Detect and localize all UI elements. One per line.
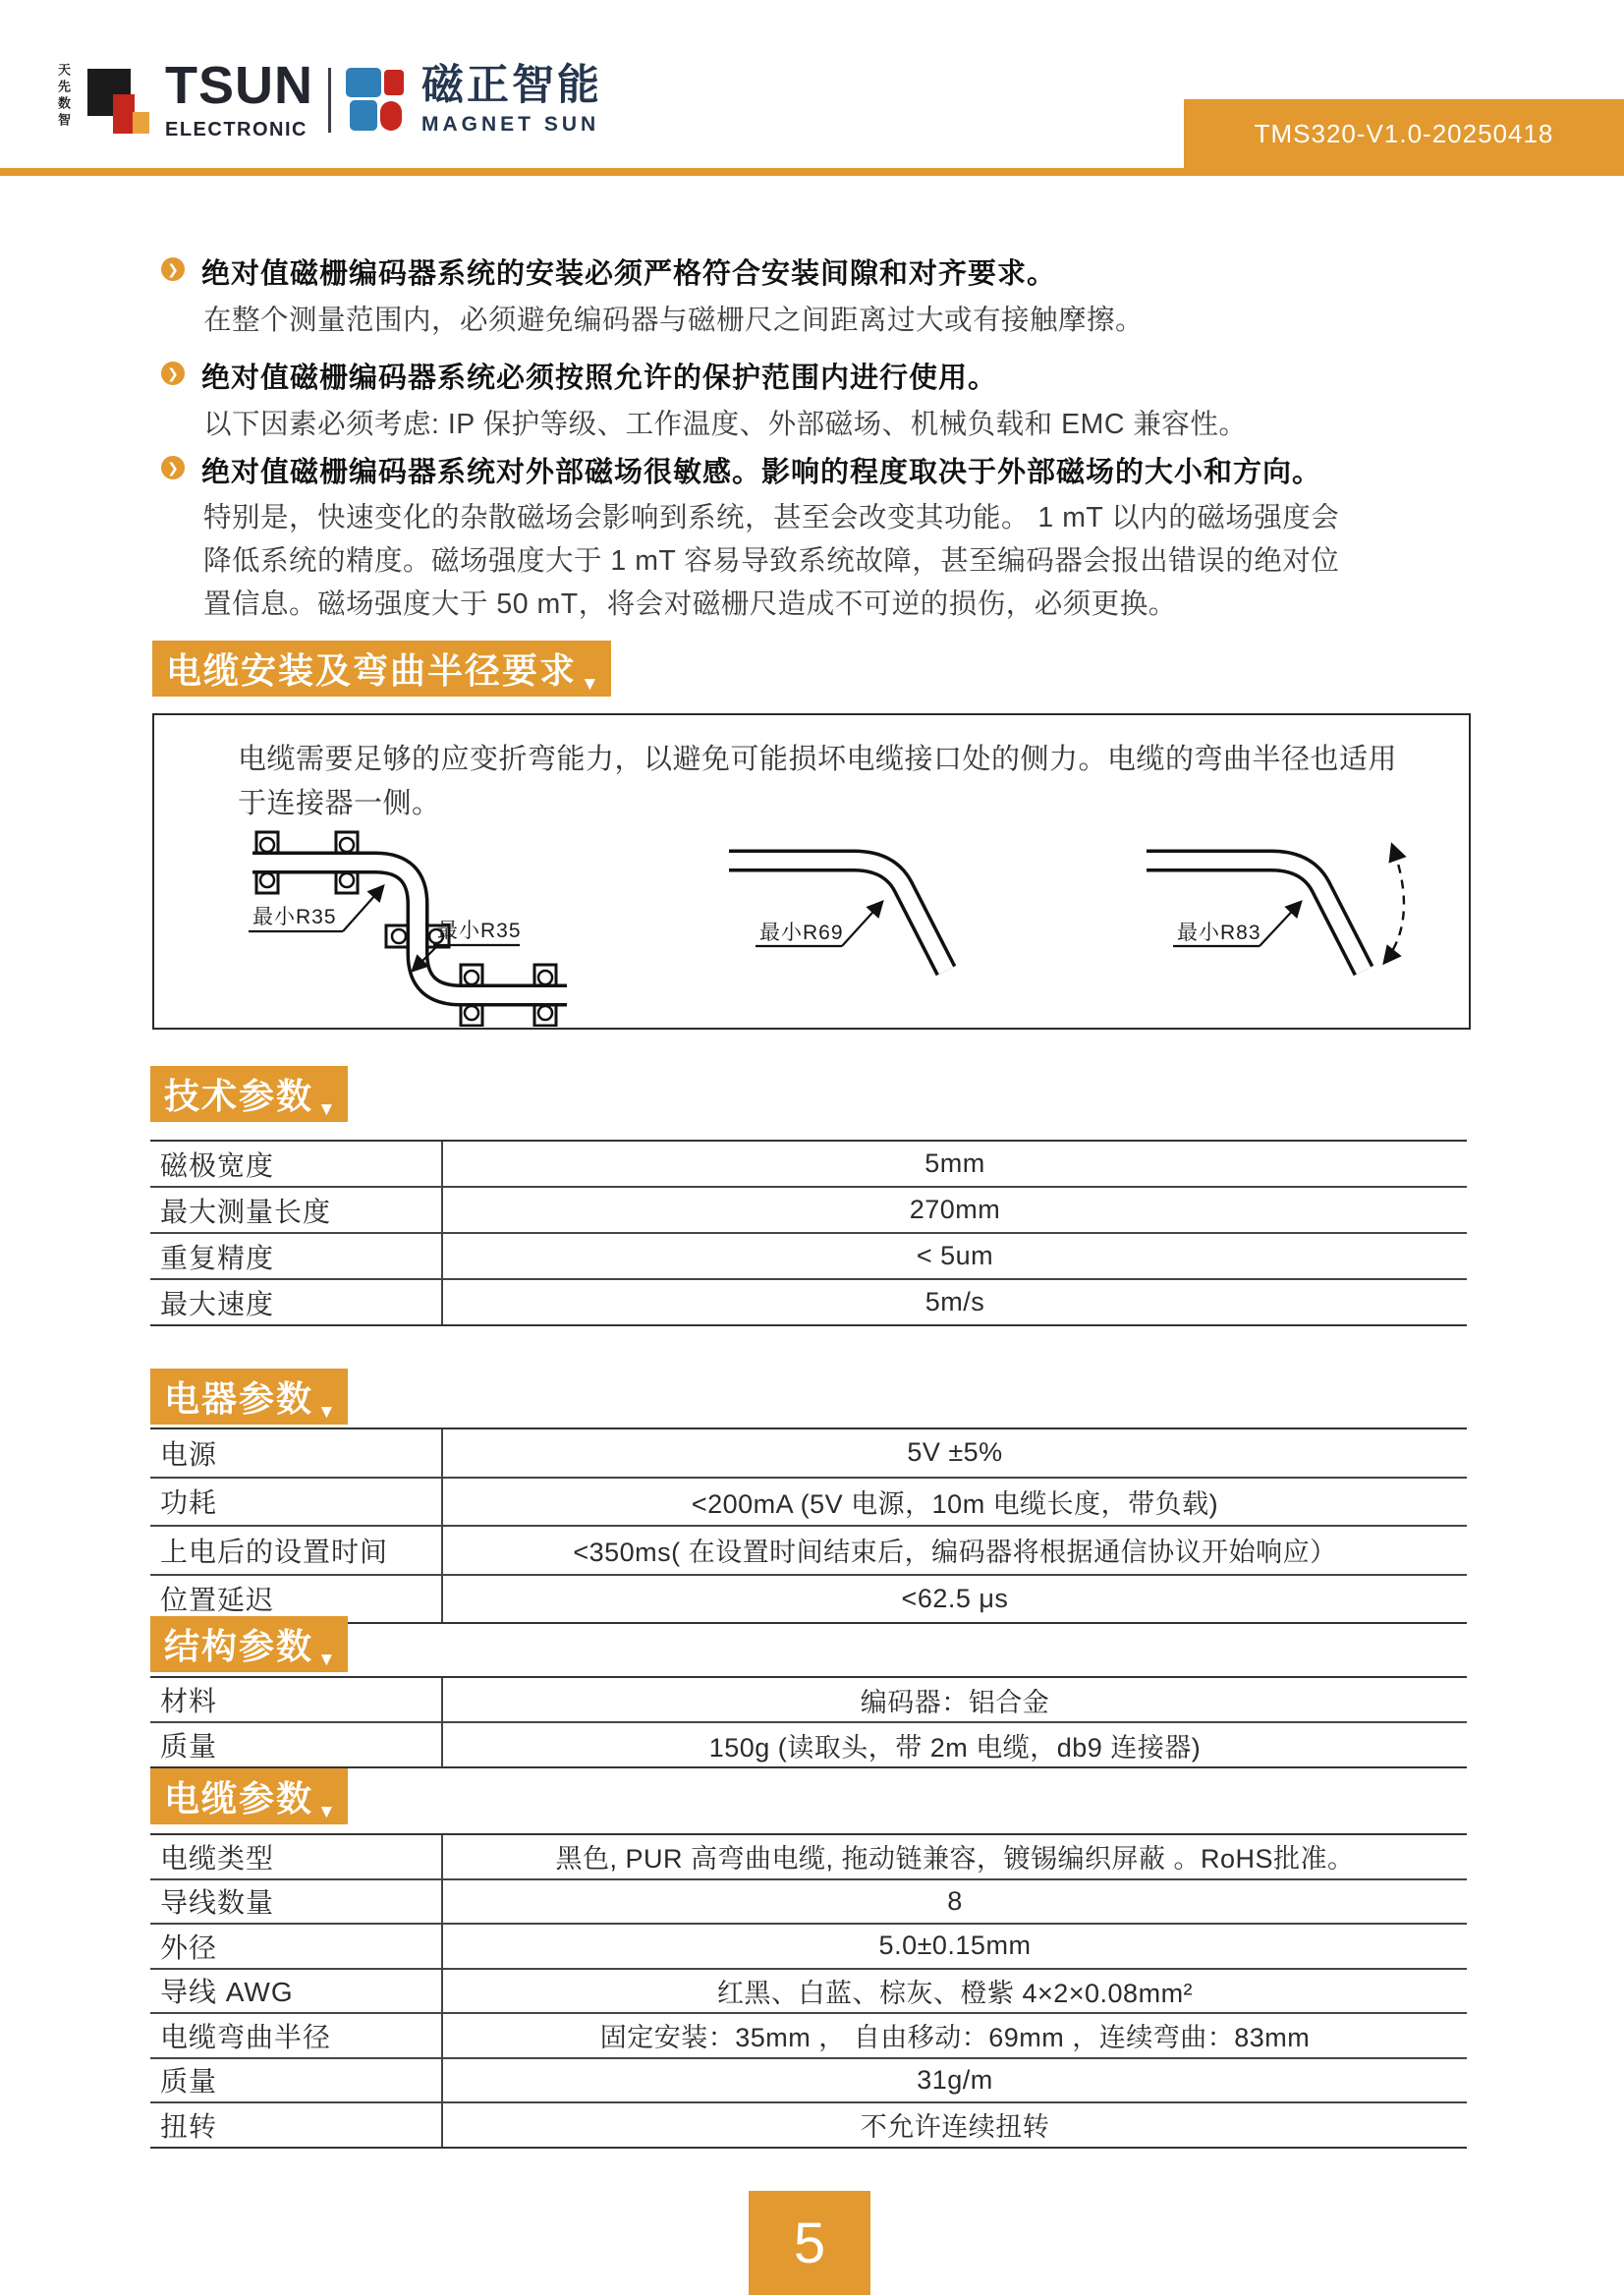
- table-row: [150, 1835, 1467, 1878]
- param-label: 上电后的设置时间: [150, 1527, 443, 1574]
- param-label: 电缆弯曲半径: [150, 2014, 443, 2057]
- triangle-down-icon: ▼: [317, 1802, 338, 1822]
- page-number: 5: [749, 2191, 870, 2295]
- param-value: 编码器：铝合金: [860, 1687, 1050, 1717]
- brand-magnet-sun-name: 磁正智能: [421, 61, 602, 109]
- table-row: [150, 1525, 1467, 1574]
- param-value: 5.0±0.15mm: [878, 1931, 1032, 1961]
- triangle-down-icon: ▼: [317, 1099, 338, 1120]
- diagram-continuous-bend: [1147, 845, 1404, 971]
- param-value: 5mm: [924, 1148, 985, 1178]
- brand-magnet-sun-sub: MAGNET SUN: [421, 112, 600, 136]
- bullet-3-title: 绝对值磁栅编码器系统对外部磁场很敏感。影响的程度取决于外部磁场的大小和方向。: [201, 457, 1322, 488]
- table-row: [150, 1721, 1467, 1766]
- param-label: 质量: [150, 2059, 443, 2102]
- param-label: 扭转: [150, 2103, 443, 2147]
- table-row: [150, 1278, 1467, 1324]
- triangle-down-icon: ▼: [581, 674, 601, 695]
- param-label: 外径: [150, 1925, 443, 1968]
- figure-note-line2: 于连接器一侧。: [238, 788, 441, 819]
- tech-params-table: [150, 1140, 1467, 1326]
- param-value: 270mm: [909, 1195, 1001, 1224]
- table-row: [150, 1429, 1467, 1477]
- param-value: 不允许连续扭转: [860, 2112, 1050, 2143]
- section-title-cable-install: [152, 641, 611, 697]
- bullet-chevron-icon: ❯: [161, 362, 185, 385]
- section-title-electric-params: [150, 1369, 348, 1425]
- vertical-brand-text: 天先数智: [56, 63, 71, 130]
- section-title-structure-params: [150, 1616, 348, 1672]
- param-label: 功耗: [150, 1479, 443, 1526]
- min-radius-label: 最小R35: [437, 920, 522, 942]
- brand-magnet-sun: [421, 61, 602, 137]
- swing-motion-arrow: [1384, 845, 1404, 963]
- diagram-free-move: [729, 861, 946, 971]
- table-row: [150, 1678, 1467, 1721]
- param-value: 8: [947, 1885, 963, 1916]
- cable-bend-figure: [154, 715, 1468, 1027]
- bullet-2-text: 以下因素必须考虑: IP 保护等级、工作温度、外部磁场、机械负载和 EMC 兼容性。: [203, 409, 1248, 440]
- param-value: < 5um: [916, 1241, 994, 1270]
- triangle-down-icon: ▼: [317, 1402, 338, 1423]
- param-label: 材料: [150, 1678, 443, 1721]
- table-row: [150, 2012, 1467, 2057]
- param-value: 5m/s: [924, 1287, 985, 1316]
- param-value: 固定安装：35mm ， 自由移动：69mm ，连续弯曲：83mm: [599, 2023, 1311, 2053]
- param-label: 最大速度: [150, 1280, 443, 1324]
- cable-params-table: [150, 1833, 1467, 2149]
- company-logo: [54, 56, 602, 140]
- table-row: [150, 1477, 1467, 1526]
- bullet-3-text-line3: 置信息。磁场强度大于 50 mT，将会对磁栅尺造成不可逆的损伤，必须更换。: [203, 588, 1177, 620]
- param-value: 150g (读取头，带 2m 电缆，db9 连接器): [708, 1732, 1202, 1763]
- param-label: 位置延迟: [150, 1576, 443, 1623]
- triangle-down-icon: ▼: [317, 1650, 338, 1670]
- table-row: [150, 1232, 1467, 1278]
- section-title-text: 电器参数: [164, 1378, 314, 1419]
- logo-divider: [328, 68, 331, 133]
- param-label: 导线数量: [150, 1880, 443, 1924]
- min-radius-label: 最小R83: [1177, 922, 1261, 944]
- param-value: <200mA (5V 电源，10m 电缆长度，带负载): [691, 1488, 1219, 1519]
- bullet-chevron-icon: ❯: [161, 257, 185, 281]
- header-accent-bar: [0, 168, 1624, 176]
- param-label: 电缆类型: [150, 1835, 443, 1878]
- electric-params-table: [150, 1427, 1467, 1624]
- table-row: [150, 1574, 1467, 1623]
- section-title-cable-params: [150, 1768, 348, 1824]
- param-value: 5V ±5%: [907, 1437, 1003, 1468]
- table-row: [150, 2057, 1467, 2102]
- min-radius-label: 最小R35: [252, 906, 337, 928]
- diagram-fixed-install: [249, 832, 567, 1026]
- param-value: <62.5 μs: [901, 1583, 1009, 1613]
- figure-note-line1: 电缆需要足够的应变折弯能力，以避免可能损坏电缆接口处的侧力。电缆的弯曲半径也适用: [238, 744, 1398, 775]
- cable-bend-figure-box: [152, 713, 1471, 1030]
- brand-tsun-name: TSUN: [165, 56, 313, 115]
- min-radius-label: 最小R69: [759, 922, 844, 944]
- section-title-tech-params: [150, 1066, 348, 1122]
- param-label: 导线 AWG: [150, 1970, 443, 2013]
- table-row: [150, 1186, 1467, 1232]
- magnet-sun-logo-icon: [346, 68, 407, 133]
- param-label: 最大测量长度: [150, 1188, 443, 1232]
- table-row: [150, 1923, 1467, 1968]
- param-label: 质量: [150, 1723, 443, 1766]
- bullet-2-title: 绝对值磁栅编码器系统必须按照允许的保护范围内进行使用。: [201, 363, 998, 394]
- param-label: 电源: [150, 1429, 443, 1477]
- param-label: 重复精度: [150, 1234, 443, 1278]
- table-row: [150, 2101, 1467, 2147]
- section-title-text: 电缆参数: [164, 1778, 314, 1819]
- bullet-chevron-icon: ❯: [161, 456, 185, 479]
- table-row: [150, 1968, 1467, 2013]
- table-row: [150, 1878, 1467, 1924]
- bullet-3-text-line2: 降低系统的精度。磁场强度大于 1 mT 容易导致系统故障，甚至编码器会报出错误的绝对位: [203, 545, 1340, 577]
- param-value: 红黑、白蓝、棕灰、橙紫 4×2×0.08mm²: [716, 1978, 1194, 2008]
- structure-params-table: [150, 1676, 1467, 1768]
- param-value: <350ms( 在设置时间结束后，编码器将根据通信协议开始响应）: [573, 1538, 1337, 1568]
- brand-tsun-sub: ELECTRONIC: [165, 119, 308, 140]
- section-title-text: 电缆安装及弯曲半径要求: [166, 650, 578, 691]
- param-value: 31g/m: [917, 2064, 993, 2095]
- section-title-text: 技术参数: [164, 1076, 314, 1116]
- document-version-badge: TMS320-V1.0-20250418: [1184, 99, 1624, 168]
- tsun-logo-icon: [87, 67, 150, 134]
- brand-tsun: [165, 56, 313, 141]
- bullet-3-text-line1: 特别是，快速变化的杂散磁场会影响到系统，甚至会改变其功能。 1 mT 以内的磁场强度会: [203, 502, 1340, 533]
- bullet-1-text: 在整个测量范围内，必须避免编码器与磁栅尺之间距离过大或有接触摩擦。: [203, 305, 1145, 336]
- param-value: 黑色, PUR 高弯曲电缆, 拖动链兼容，镀锡编织屏蔽 。RoHS批准。: [555, 1844, 1355, 1875]
- section-title-text: 结构参数: [164, 1626, 314, 1666]
- bullet-1-title: 绝对值磁栅编码器系统的安装必须严格符合安装间隙和对齐要求。: [201, 258, 1057, 290]
- param-label: 磁极宽度: [150, 1142, 443, 1186]
- table-row: [150, 1142, 1467, 1186]
